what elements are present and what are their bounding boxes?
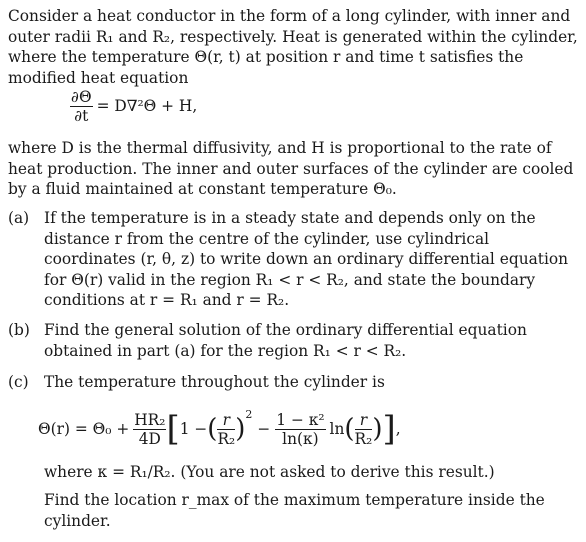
one-minus: 1 − bbox=[179, 419, 208, 438]
where-kappa-line: where κ = R₁/R₂. (You are not asked to derive this result.) bbox=[44, 463, 495, 481]
eq-num: ∂Θ bbox=[71, 88, 92, 106]
part-b-label: (b) bbox=[8, 321, 30, 339]
right-paren-2: ) bbox=[372, 414, 383, 444]
minus-sign: − bbox=[257, 419, 271, 438]
left-bracket: [ bbox=[166, 409, 180, 449]
intro-paragraph: Consider a heat conductor in the form of a long cylinder, with inner and outer radii R₁ and R₂, respectively. Heat is generated within the cylinder, where the temperature Θ(r, t) at position r and time t satisfies the modified heat equation bbox=[8, 7, 578, 87]
ratio-2 bbox=[355, 411, 373, 448]
eq-den: ∂t bbox=[74, 107, 89, 125]
find-rmax-text: Find the location r_max of the maximum temperature inside the cylinder. bbox=[44, 491, 545, 530]
exponent: 2 bbox=[245, 408, 253, 421]
ln-label: ln bbox=[329, 419, 345, 438]
coef-den: 4D bbox=[138, 429, 161, 448]
ratio-2-num: r bbox=[355, 411, 373, 430]
ratio-2-den: R₂ bbox=[354, 429, 373, 448]
coef-num: HR₂ bbox=[134, 410, 166, 429]
part-a-text: If the temperature is in a steady state and depends only on the distance r from the centre of the cylinder, use cylindrical coordinates (r, θ, z) to write down an ordinary differential equation for Θ(r) valid in the region R₁ < r < R₂, and state the boundary conditions at r = R₁ and r = R₂. bbox=[44, 209, 569, 309]
formula-coefficient bbox=[133, 411, 166, 448]
kappa-fraction bbox=[275, 411, 325, 448]
part-c-text: The temperature throughout the cylinder is bbox=[44, 373, 385, 391]
right-paren-1: ) bbox=[235, 414, 246, 444]
ratio-1-num: r bbox=[217, 411, 235, 430]
kappa-den: ln(κ) bbox=[282, 429, 319, 448]
partial-derivative bbox=[70, 88, 93, 125]
part-a-label: (a) bbox=[8, 209, 30, 227]
formula-lhs: Θ(r) = Θ₀ + bbox=[38, 419, 130, 438]
right-bracket: ] bbox=[382, 409, 396, 449]
kappa-num: 1 − κ² bbox=[276, 410, 325, 429]
description-paragraph: where D is the thermal diffusivity, and H is proportional to the rate of heat production. The inner and outer surfaces of the cylinder are cooled by a fluid maintained at constant temperature Θ₀. bbox=[8, 139, 574, 198]
ratio-1 bbox=[217, 411, 235, 448]
ratio-1-den: R₂ bbox=[217, 429, 236, 448]
part-b-text: Find the general solution of the ordinary differential equation obtained in part (a) for the region R₁ < r < R₂. bbox=[44, 321, 527, 360]
left-paren-2: ( bbox=[344, 414, 355, 444]
formula-comma: , bbox=[395, 419, 401, 438]
part-c-label: (c) bbox=[8, 373, 29, 391]
heat-equation bbox=[70, 88, 197, 125]
eq-rhs: = D∇²Θ + H, bbox=[96, 97, 198, 116]
temperature-formula bbox=[38, 399, 401, 459]
left-paren-1: ( bbox=[207, 414, 218, 444]
